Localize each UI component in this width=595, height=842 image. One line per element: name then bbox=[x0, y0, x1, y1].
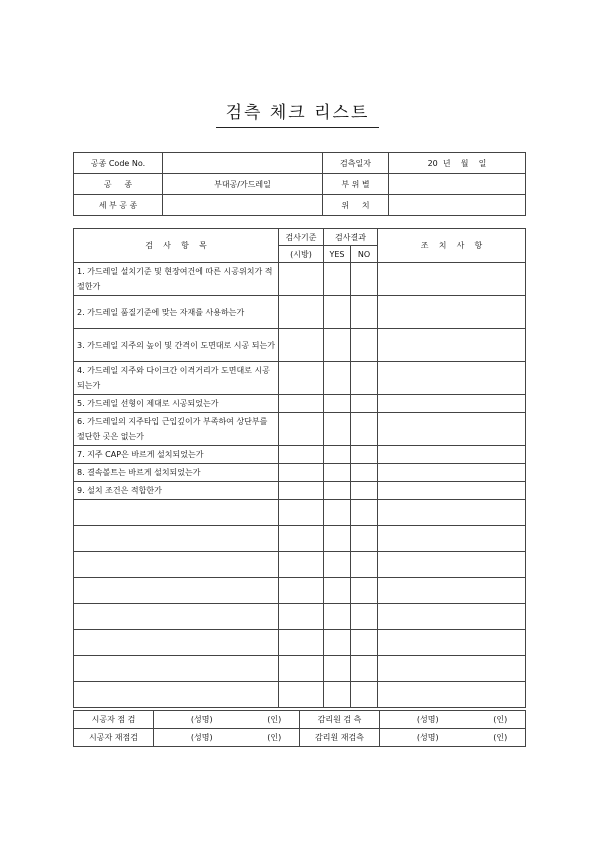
checklist-item-text bbox=[74, 526, 279, 552]
checklist-yes-cell[interactable] bbox=[324, 413, 351, 446]
checklist-no-cell[interactable] bbox=[351, 296, 378, 329]
checklist-action-cell[interactable] bbox=[378, 526, 526, 552]
checklist-item-text bbox=[74, 578, 279, 604]
checklist-action-cell[interactable] bbox=[378, 464, 526, 482]
checklist-no-cell[interactable] bbox=[351, 656, 378, 682]
checklist-criteria-cell[interactable] bbox=[279, 526, 324, 552]
part-label: 부 위 별 bbox=[323, 174, 389, 195]
checklist-row bbox=[74, 362, 526, 395]
checklist-action-cell[interactable] bbox=[378, 413, 526, 446]
checklist-item-text: 5. 가드레일 선형이 제대로 시공되었는가 bbox=[74, 395, 279, 413]
checklist-criteria-cell[interactable] bbox=[279, 413, 324, 446]
checklist-criteria-cell[interactable] bbox=[279, 630, 324, 656]
checklist-criteria-cell[interactable] bbox=[279, 682, 324, 708]
checklist-action-cell[interactable] bbox=[378, 482, 526, 500]
checklist-row bbox=[74, 329, 526, 362]
checklist-yes-cell[interactable] bbox=[324, 630, 351, 656]
col-result-header: 검사결과 bbox=[324, 229, 378, 246]
supervisor-reinspect-seal[interactable]: (인) bbox=[476, 729, 526, 747]
checklist-row bbox=[74, 630, 526, 656]
checklist-item-text: 2. 가드레일 품질기준에 맞는 자재를 사용하는가 bbox=[74, 296, 279, 329]
checklist-item-text bbox=[74, 552, 279, 578]
checklist-criteria-cell[interactable] bbox=[279, 482, 324, 500]
checklist-action-cell[interactable] bbox=[378, 296, 526, 329]
checklist-yes-cell[interactable] bbox=[324, 604, 351, 630]
checklist-row bbox=[74, 413, 526, 446]
checklist-criteria-cell[interactable] bbox=[279, 552, 324, 578]
checklist-yes-cell[interactable] bbox=[324, 578, 351, 604]
header-row-work-type bbox=[74, 174, 526, 195]
supervisor-inspect-name[interactable]: (성명) bbox=[380, 711, 476, 729]
checklist-row bbox=[74, 656, 526, 682]
checklist-item-text: 3. 가드레일 지주의 높이 및 간격이 도면대로 시공 되는가 bbox=[74, 329, 279, 362]
supervisor-reinspect-label: 감리원 재검측 bbox=[300, 729, 380, 747]
contractor-inspect-seal[interactable]: (인) bbox=[250, 711, 300, 729]
checklist-yes-cell[interactable] bbox=[324, 446, 351, 464]
checklist-row bbox=[74, 263, 526, 296]
checklist-action-cell[interactable] bbox=[378, 656, 526, 682]
checklist-action-cell[interactable] bbox=[378, 682, 526, 708]
checklist-yes-cell[interactable] bbox=[324, 362, 351, 395]
detail-value[interactable] bbox=[163, 195, 323, 216]
checklist-row bbox=[74, 500, 526, 526]
checklist-item-text: 1. 가드레일 설치기준 및 현장여건에 따른 시공위치가 적절한가 bbox=[74, 263, 279, 296]
checklist-item-text: 4. 가드레일 지주와 다이크간 이격거리가 도면대로 시공되는가 bbox=[74, 362, 279, 395]
checklist-yes-cell[interactable] bbox=[324, 482, 351, 500]
location-label: 위 치 bbox=[323, 195, 389, 216]
checklist-no-cell[interactable] bbox=[351, 263, 378, 296]
checklist-item-text bbox=[74, 656, 279, 682]
checklist-yes-cell[interactable] bbox=[324, 682, 351, 708]
checklist-row bbox=[74, 552, 526, 578]
checklist-criteria-cell[interactable] bbox=[279, 446, 324, 464]
part-value[interactable] bbox=[389, 174, 526, 195]
code-label: 공종 Code No. bbox=[74, 153, 163, 174]
contractor-reinspect-seal[interactable]: (인) bbox=[250, 729, 300, 747]
checklist-criteria-cell[interactable] bbox=[279, 395, 324, 413]
checklist-item-text bbox=[74, 604, 279, 630]
checklist-yes-cell[interactable] bbox=[324, 526, 351, 552]
checklist-no-cell[interactable] bbox=[351, 413, 378, 446]
checklist-action-cell[interactable] bbox=[378, 263, 526, 296]
checklist-no-cell[interactable] bbox=[351, 362, 378, 395]
supervisor-inspect-label: 감리원 검 측 bbox=[300, 711, 380, 729]
checklist-no-cell[interactable] bbox=[351, 446, 378, 464]
checklist-no-cell[interactable] bbox=[351, 500, 378, 526]
checklist-row bbox=[74, 604, 526, 630]
checklist-criteria-cell[interactable] bbox=[279, 656, 324, 682]
header-table bbox=[73, 152, 526, 216]
code-value[interactable] bbox=[163, 153, 323, 174]
checklist-criteria-cell[interactable] bbox=[279, 296, 324, 329]
col-criteria-sub-header: (시방) bbox=[279, 246, 324, 263]
checklist-no-cell[interactable] bbox=[351, 329, 378, 362]
checklist-row bbox=[74, 395, 526, 413]
checklist-action-cell[interactable] bbox=[378, 578, 526, 604]
checklist-header-row-1 bbox=[74, 229, 526, 246]
checklist-body bbox=[74, 263, 526, 708]
checklist-row bbox=[74, 464, 526, 482]
checklist-item-text: 7. 지주 CAP은 바르게 설치되었는가 bbox=[74, 446, 279, 464]
checklist-action-cell[interactable] bbox=[378, 630, 526, 656]
col-criteria-header: 검사기준 bbox=[279, 229, 324, 246]
work-type-value[interactable]: 부대공/가드레일 bbox=[163, 174, 323, 195]
contractor-inspect-label: 시공자 점 검 bbox=[74, 711, 154, 729]
checklist-yes-cell[interactable] bbox=[324, 296, 351, 329]
checklist-action-cell[interactable] bbox=[378, 500, 526, 526]
checklist-yes-cell[interactable] bbox=[324, 500, 351, 526]
checklist-no-cell[interactable] bbox=[351, 630, 378, 656]
checklist-row bbox=[74, 296, 526, 329]
checklist-action-cell[interactable] bbox=[378, 552, 526, 578]
checklist-action-cell[interactable] bbox=[378, 362, 526, 395]
checklist-criteria-cell[interactable] bbox=[279, 362, 324, 395]
checklist-action-cell[interactable] bbox=[378, 604, 526, 630]
checklist-yes-cell[interactable] bbox=[324, 395, 351, 413]
checklist-row bbox=[74, 482, 526, 500]
checklist-criteria-cell[interactable] bbox=[279, 578, 324, 604]
checklist-item-text bbox=[74, 500, 279, 526]
checklist-no-cell[interactable] bbox=[351, 482, 378, 500]
inspection-date-label: 검측일자 bbox=[323, 153, 389, 174]
checklist-yes-cell[interactable] bbox=[324, 464, 351, 482]
checklist-yes-cell[interactable] bbox=[324, 329, 351, 362]
signature-row-1 bbox=[74, 711, 526, 729]
checklist-action-cell[interactable] bbox=[378, 446, 526, 464]
checklist-row bbox=[74, 682, 526, 708]
checklist-criteria-cell[interactable] bbox=[279, 464, 324, 482]
work-type-label: 공 종 bbox=[74, 174, 163, 195]
signature-table bbox=[73, 710, 526, 747]
checklist-row bbox=[74, 578, 526, 604]
supervisor-inspect-seal[interactable]: (인) bbox=[476, 711, 526, 729]
checklist-row bbox=[74, 526, 526, 552]
checklist-yes-cell[interactable] bbox=[324, 656, 351, 682]
col-no-header: NO bbox=[351, 246, 378, 263]
checklist-item-text: 8. 결속볼트는 바르게 설치되었는가 bbox=[74, 464, 279, 482]
col-item-header: 검 사 항 목 bbox=[74, 229, 279, 263]
checklist-criteria-cell[interactable] bbox=[279, 500, 324, 526]
supervisor-reinspect-name[interactable]: (성명) bbox=[380, 729, 476, 747]
checklist-item-text: 9. 설치 조건은 적합한가 bbox=[74, 482, 279, 500]
checklist-action-cell[interactable] bbox=[378, 329, 526, 362]
checklist-row bbox=[74, 446, 526, 464]
title-wrap bbox=[0, 98, 595, 128]
inspection-date-value[interactable]: 20 년 월 일 bbox=[389, 153, 526, 174]
col-action-header: 조 치 사 항 bbox=[378, 229, 526, 263]
contractor-reinspect-label: 시공자 재점검 bbox=[74, 729, 154, 747]
checklist-criteria-cell[interactable] bbox=[279, 263, 324, 296]
checklist-no-cell[interactable] bbox=[351, 464, 378, 482]
location-value[interactable] bbox=[389, 195, 526, 216]
checklist-item-text: 6. 가드레일의 지주타입 근입깊이가 부족하여 상단부를 절단한 곳은 없는가 bbox=[74, 413, 279, 446]
detail-label: 세 부 공 종 bbox=[74, 195, 163, 216]
checklist-item-text bbox=[74, 630, 279, 656]
checklist-criteria-cell[interactable] bbox=[279, 329, 324, 362]
checklist-criteria-cell[interactable] bbox=[279, 604, 324, 630]
contractor-inspect-name[interactable]: (성명) bbox=[154, 711, 250, 729]
checklist-no-cell[interactable] bbox=[351, 578, 378, 604]
checklist-no-cell[interactable] bbox=[351, 552, 378, 578]
header-row-code bbox=[74, 153, 526, 174]
col-yes-header: YES bbox=[324, 246, 351, 263]
checklist-no-cell[interactable] bbox=[351, 682, 378, 708]
page-title: 검측 체크 리스트 bbox=[216, 98, 380, 128]
checklist-no-cell[interactable] bbox=[351, 395, 378, 413]
checklist-action-cell[interactable] bbox=[378, 395, 526, 413]
checklist-item-text bbox=[74, 682, 279, 708]
checklist-no-cell[interactable] bbox=[351, 526, 378, 552]
contractor-reinspect-name[interactable]: (성명) bbox=[154, 729, 250, 747]
signature-row-2 bbox=[74, 729, 526, 747]
checklist-no-cell[interactable] bbox=[351, 604, 378, 630]
checklist-table bbox=[73, 228, 526, 708]
checklist-yes-cell[interactable] bbox=[324, 263, 351, 296]
header-row-detail bbox=[74, 195, 526, 216]
checklist-yes-cell[interactable] bbox=[324, 552, 351, 578]
